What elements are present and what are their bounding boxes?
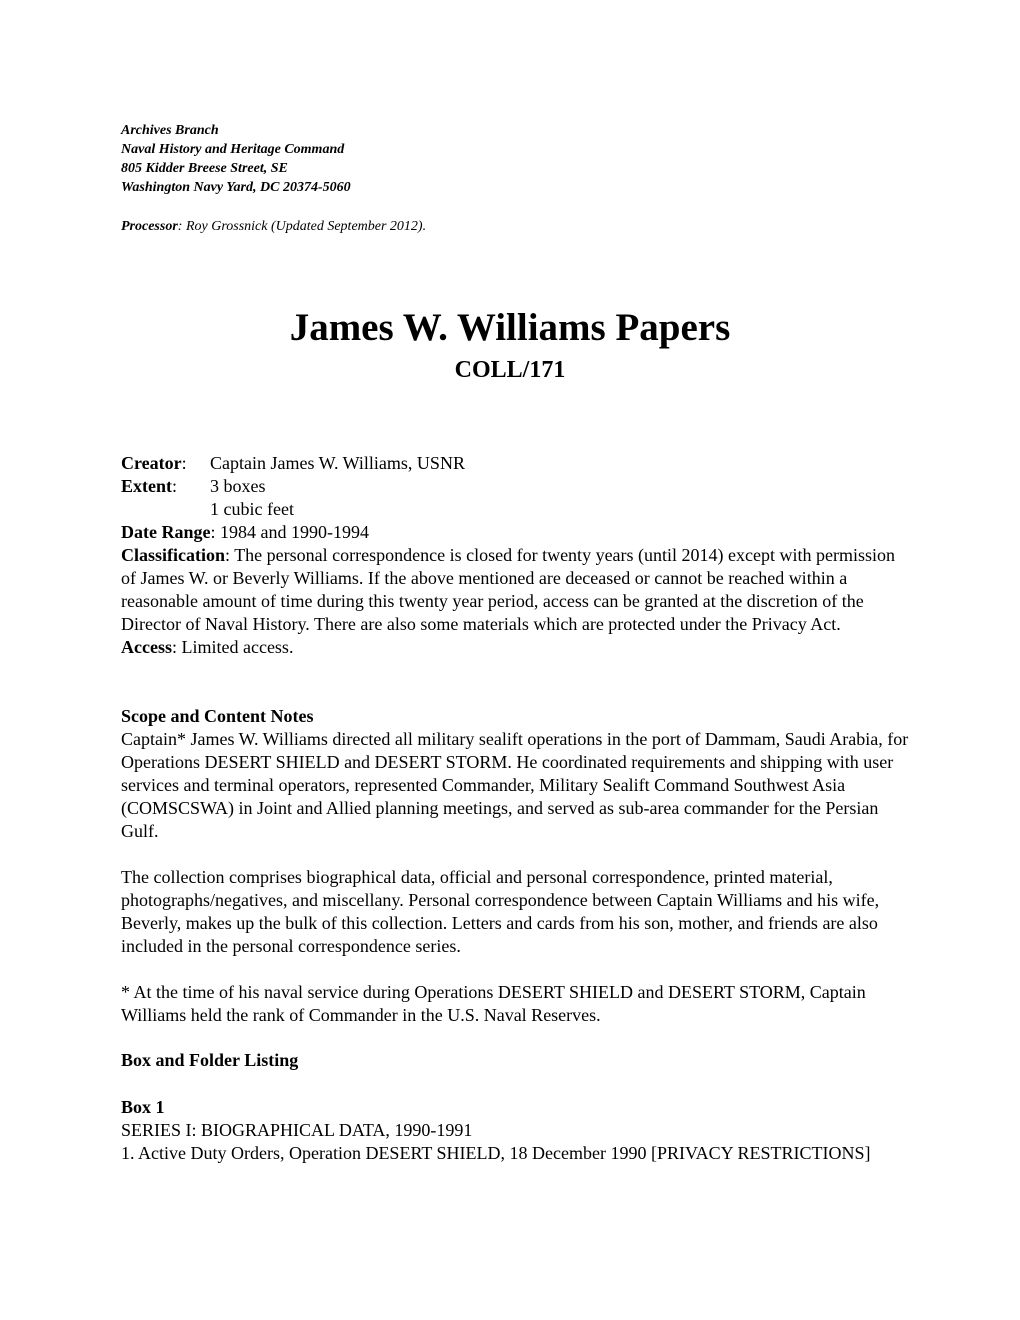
address-line: 805 Kidder Breese Street, SE (121, 161, 288, 176)
address-line: Archives Branch (121, 123, 219, 138)
extent-label: Extent (121, 476, 172, 496)
processor-label: Processor (121, 219, 178, 234)
address-line: Naval History and Heritage Command (121, 142, 345, 157)
box-label: Box 1 (121, 1097, 165, 1117)
access-label: Access (121, 637, 172, 657)
box-listing (121, 1096, 911, 1165)
scope-paragraph-1: Captain* James W. Williams directed all military sealift operations in the port of Dammam, Saudi Arabia, for Operations DESERT SHIELD and DESERT STORM. He coordinated requirements and shipping with user services and terminal operators, represented Commander, Military Sealift Command Southwest Asia (COMSCSWA) in Joint and Allied planning meetings, and served as sub-area commander for the Persian Gulf. (121, 729, 909, 841)
scope-paragraph-2-block (121, 866, 911, 958)
date-range-value: : 1984 and 1990-1994 (210, 522, 369, 542)
classification-value: : The personal correspondence is closed for twenty years (until 2014) except with permission of James W. or Beverly Williams. If the above mentioned are deceased or cannot be reached within a reasonable amount of time during this twenty year period, access can be granted at the discretion of the Director of Naval History. There are also some materials which are protected under the Privacy Act. (121, 545, 895, 634)
folder-item: 1. Active Duty Orders, Operation DESERT SHIELD, 18 December 1990 [PRIVACY RESTRICTIONS] (121, 1143, 871, 1163)
creator-value: Captain James W. Williams, USNR (210, 453, 465, 473)
footnote-block (121, 981, 911, 1027)
listing-heading-block (121, 1049, 911, 1072)
title-block (0, 305, 1020, 385)
access-value: : Limited access. (171, 637, 294, 657)
scope-paragraph-2: The collection comprises biographical data, official and personal correspondence, printed material, photographs/negatives, and miscellany. Personal correspondence between Captain Williams and his wife, Beverly, makes up the bulk of this collection. Letters and cards from his son, mother, and friends are also included in the personal correspondence series. (121, 867, 880, 956)
classification-label: Classification (121, 545, 226, 565)
page-title: James W. Williams Papers (289, 306, 731, 349)
date-range-label: Date Range (121, 522, 211, 542)
extent-value-2: 1 cubic feet (210, 499, 294, 519)
creator-row: Creator: Captain James W. Williams, USNR (121, 453, 465, 473)
date-range-row (121, 521, 911, 544)
collection-code: COLL/171 (454, 357, 566, 383)
metadata-block (121, 452, 911, 659)
extent-row: Extent: 3 boxes (121, 476, 266, 496)
extent-value: 3 boxes (210, 476, 266, 496)
listing-heading: Box and Folder Listing (121, 1050, 299, 1070)
processor-value: : Roy Grossnick (Updated September 2012). (177, 219, 427, 234)
access-row (121, 636, 911, 659)
series-title: SERIES I: BIOGRAPHICAL DATA, 1990-1991 (121, 1120, 473, 1140)
address-block (121, 121, 351, 197)
creator-label: Creator (121, 453, 182, 473)
processor-line (121, 217, 426, 236)
footnote: * At the time of his naval service during Operations DESERT SHIELD and DESERT STORM, Captain Williams held the rank of Commander in the U.S. Naval Reserves. (121, 982, 866, 1025)
classification-row (121, 544, 911, 636)
scope-section (121, 705, 911, 843)
page-content (121, 0, 911, 1320)
address-line: Washington Navy Yard, DC 20374-5060 (121, 180, 351, 195)
scope-heading: Scope and Content Notes (121, 706, 314, 726)
